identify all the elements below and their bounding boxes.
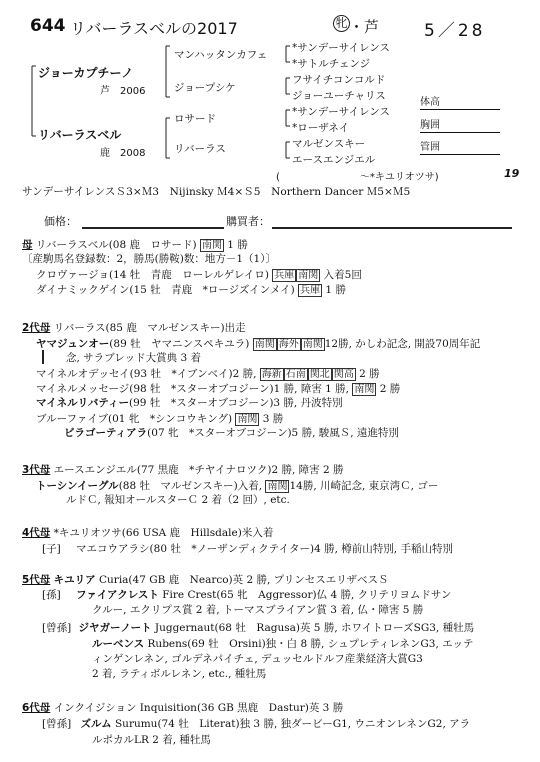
g2-l6-tail: 3 勝 xyxy=(262,413,284,425)
g2-l6-box: 南関 xyxy=(237,414,258,425)
lot-number: 644 xyxy=(30,16,66,36)
mother-box-3: 兵庫 xyxy=(300,285,321,296)
g2-l4: マイネルメッセージ(98 牡 *スターオブコジーン)1 勝, 障害 1 勝, xyxy=(36,383,350,395)
ssd: *サトルチェンジ xyxy=(292,58,371,70)
g2-l1-box1: 南関 xyxy=(254,339,275,350)
birth-date: 5／28 xyxy=(424,21,486,41)
family-number: 19 xyxy=(504,167,520,180)
g3-l2: ルドＣ, 報知オールスターＣ 2 着（2 回）, etc. xyxy=(66,494,290,506)
dsd: *ローザネイ xyxy=(292,122,350,134)
mother-box-1: 南関 xyxy=(201,240,222,251)
sex-symbol: 牝 xyxy=(333,15,350,32)
g2-l3-tail: 2 勝 xyxy=(359,368,380,380)
g6-l1-name: ズルム xyxy=(80,718,112,730)
g3-l1-rest: (88 牡 マルゼンスキー)入着, xyxy=(118,480,263,492)
dam-name: リバーラスベル xyxy=(38,128,122,142)
g2-l4-tail: 2 勝 xyxy=(379,383,401,395)
g2-l3-box3: 関北 xyxy=(309,369,330,380)
g5-ggc2-l2: ィンゲンレネン, ゴルデネパイチェ, デュッセルドルフ産業経済大賞G3 xyxy=(92,653,423,665)
g5-ggc2-l3: 2 着, ラティボルレネン, etc., 種牡馬 xyxy=(92,668,267,680)
g3-l1-box: 南関 xyxy=(267,481,288,492)
lot-title: リバーラスベルの2017 xyxy=(70,19,238,38)
sds: フサイチコンコルド xyxy=(292,74,386,86)
buyer-line[interactable] xyxy=(272,227,512,229)
g5-gc-l2: クルー, エクリプス賞 2 着, トーマスブライアン賞 3 着, 仏・障害 5 勝 xyxy=(92,604,424,616)
mother-line-1: リバーラスベル(08 鹿 ロサード) xyxy=(35,239,197,251)
g2-l7-rest: (07 牝 *スターオブコジーン)5 勝, 駿風Ｓ, 遠進特別 xyxy=(147,427,399,439)
g6-l1-rest: Surumu(74 牡 Literat)独 3 勝, 独ダービーG1, ウニオンレネンG2, アラ xyxy=(114,718,471,730)
g2-l7-name: ビラゴーティアラ xyxy=(64,427,148,439)
mother-line-3: クロヴァージョ(14 牡 青鹿 ローレルゲレイロ) xyxy=(36,269,269,281)
g2-l1-tail: 12勝, かしわ記念, 開設70周年記 xyxy=(324,338,481,350)
dds: マルゼンスキー xyxy=(292,138,366,150)
ddd: エースエンジエル xyxy=(292,154,376,166)
g5-ggc1-rest: Juggernaut(68 牡 Ragusa)英 5 勝, ホワイトローズSG3, 種牡馬 xyxy=(154,622,475,634)
g2-l3: マイネルオデッセイ(93 牡 *イブンベイ)2 勝, xyxy=(36,368,257,380)
inbreeding: サンデーサイレンスＳ3×Ｍ3 Nijinsky Ｍ4×Ｓ5 Northern Dancer Ｍ5×Ｍ5 xyxy=(22,186,411,198)
family-note: ( ～*キユリオツサ) xyxy=(276,172,439,183)
chest-label: 胸囲 xyxy=(420,120,440,131)
g6-ggc-tag: [曾孫] xyxy=(42,718,72,730)
g6-tag: 6代母 xyxy=(22,702,51,714)
sdd: ジョーユーチャリス xyxy=(292,90,386,102)
mother-tail-2: 入着5回 xyxy=(323,269,362,281)
mother-line-2: 〔産駒馬名登録数：2，勝馬(勝鞍)数：地方－1（1）〕 xyxy=(22,253,276,265)
mother-box-2b: 南関 xyxy=(298,270,319,281)
mother-tag: 母 xyxy=(22,239,33,251)
g4-l1: マエコウアラシ(80 牡 *ノーザンディクテイター)4 勝, 樽前山特別, 手稲山特別 xyxy=(76,543,453,555)
g5-gc-rest: Fire Crest(65 牝 Aggressor)仏 4 勝, クリテリヨムドサン xyxy=(162,589,452,601)
price-label: 価格： xyxy=(44,215,77,228)
g6-l2: ルポカルLR 2 着, 種牡馬 xyxy=(92,734,211,746)
sire-sire: マンハッタンカフェ xyxy=(174,49,268,61)
g4-tag: 4代母 xyxy=(22,527,51,539)
g5-ggc2-rest: Rubens(69 牡 Orsini)独・白 8 勝, シュプレティレネンG3, エッテ xyxy=(147,638,474,650)
buyer-label: 購買者： xyxy=(226,215,270,228)
g5-ggc-tag: [曾孫] xyxy=(42,622,72,634)
g5-ggc1-name: ジヤガーノート xyxy=(78,622,152,634)
mother-tail-1: 1 勝 xyxy=(227,239,248,251)
dam-dam: リバーラス xyxy=(174,143,226,155)
sire-info: 芦 2006 xyxy=(100,86,146,97)
g5-head-name: キユリア xyxy=(53,574,96,586)
g2-l1-box2: 海外 xyxy=(278,339,299,350)
g2-l3-box4: 関高 xyxy=(333,369,354,380)
mother-line-4: ダイナミックゲイン(15 牡 青鹿 *ロージズインメイ) xyxy=(36,284,295,296)
g4-head: *キユリオツサ(66 USA 鹿 Hillsdale)米入着 xyxy=(53,527,274,539)
cannon-label: 管囲 xyxy=(420,142,440,153)
mother-tail-3: 1 勝 xyxy=(325,284,346,296)
g2-l4-box: 南関 xyxy=(354,384,375,395)
g2-l5-rest: (99 牡 *スターオブコジーン)3 勝, 丹波特別 xyxy=(129,397,343,409)
cannon-field[interactable] xyxy=(420,141,500,155)
g2-vertical-bar xyxy=(42,350,44,364)
sire-name: ジョーカプチーノ xyxy=(38,66,134,80)
g2-l1-box3: 南関 xyxy=(302,339,323,350)
g5-tag: 5代母 xyxy=(22,574,51,586)
g5-ggc2-name: ルーベンス xyxy=(92,638,145,650)
g6-head: インクイジション Inquisition(36 GB 黒鹿 Dastur)英 3 勝 xyxy=(53,702,344,714)
dam-sire: ロサード xyxy=(174,113,216,125)
g2-l6: ブルーファイブ(01 牝 *シンコウキング) xyxy=(36,413,233,425)
g2-l3-box1: 海新 xyxy=(261,369,282,380)
g5-gc-name: ファイアクレスト xyxy=(76,589,159,601)
price-line[interactable] xyxy=(82,227,224,229)
sss: *サンデーサイレンス xyxy=(292,42,390,54)
height-label: 体高 xyxy=(420,97,440,108)
g2-l3-box2: 石南 xyxy=(285,369,306,380)
g3-tag: 3代母 xyxy=(22,464,51,476)
g2-l1-rest: (89 牡 ヤマニンスペキユラ) xyxy=(109,338,250,350)
g2-tag: 2代母 xyxy=(22,322,51,334)
mother-box-2: 兵庫 xyxy=(274,270,295,281)
coat-color: ・芦 xyxy=(349,18,380,36)
g3-head: エースエンジエル(77 黒鹿 *チヤイナロツク)2 勝, 障害 2 勝 xyxy=(53,464,344,476)
g5-grandchild-tag: [孫] xyxy=(42,589,61,601)
g2-l5-name: マイネルリバティー xyxy=(36,397,130,409)
g3-l1-tail: 14勝, 川崎記念, 東京湾Ｃ, ゴー xyxy=(289,480,439,492)
g2-head: リバーラス(85 鹿 マルゼンスキー)出走 xyxy=(53,322,246,334)
g5-head-rest: Curia(47 GB 鹿 Nearco)英 2 勝, プリンセスエリザベスＳ xyxy=(99,574,389,586)
dam-info: 鹿 2008 xyxy=(100,148,146,159)
sire-dam: ジョープシケ xyxy=(174,82,236,94)
dss: *サンデーサイレンス xyxy=(292,106,390,118)
g2-l2: 念, サラブレッド大賞典 3 着 xyxy=(66,352,202,364)
g4-sub-tag: [子] xyxy=(42,543,61,555)
height-field[interactable] xyxy=(420,96,500,110)
g2-l1-name: ヤマジュンオー xyxy=(36,338,110,350)
chest-field[interactable] xyxy=(420,119,500,133)
g3-l1-name: トーシンイーグル xyxy=(36,480,119,492)
